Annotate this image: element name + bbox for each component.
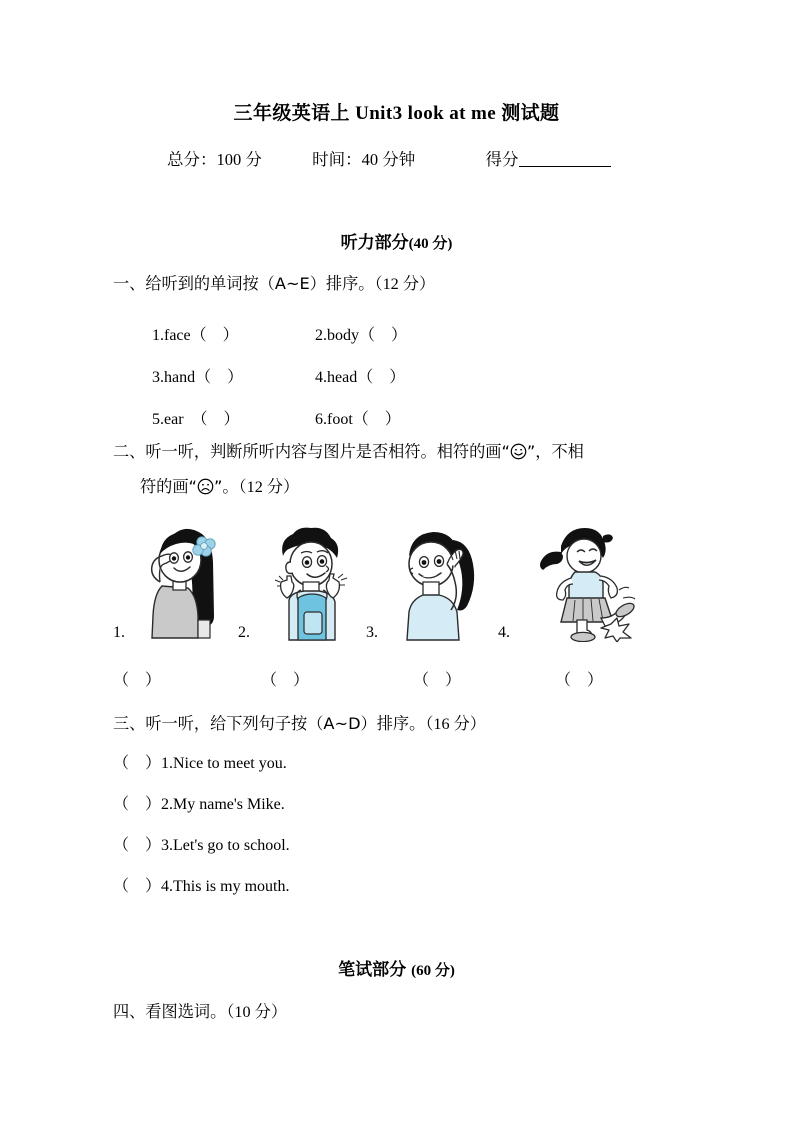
- score-label: 得分: [485, 150, 519, 169]
- picture-label-2: 2.: [238, 624, 250, 641]
- question-1-prompt: [113, 272, 693, 296]
- picture-label-4: 4.: [498, 624, 510, 641]
- answer-blank-1[interactable]: （ ）: [113, 672, 162, 689]
- question-1-word-grid: [152, 322, 572, 448]
- section-written-points: (60 分): [411, 963, 455, 979]
- exam-meta-line: [167, 146, 727, 170]
- question-4-prompt: [113, 1000, 693, 1024]
- sentence-item-1[interactable]: （ ）1.Nice to meet you.: [113, 755, 287, 772]
- word-row: [152, 406, 572, 429]
- question-1-text: 给听到的单词按（A~E）排序。: [145, 274, 375, 293]
- question-3-sentence-list: [113, 750, 673, 914]
- section-header-listening: [0, 228, 793, 253]
- section-listening-points: (40 分): [408, 236, 453, 252]
- total-score-label: 总分：100 分: [167, 150, 262, 169]
- word-item-ear[interactable]: 5.ear （ ）: [152, 411, 240, 428]
- question-2-picture-labels: [113, 624, 693, 644]
- picture-label-1: 1.: [113, 624, 125, 641]
- word-item-hand[interactable]: 3.hand（ ）: [152, 369, 244, 386]
- time-limit-label: 时间：40 分钟: [312, 150, 416, 169]
- page-title: 三年级英语上 Unit3 look at me 测试题: [233, 103, 560, 124]
- word-row: [152, 322, 572, 345]
- section-listening-name: 听力部分: [340, 233, 409, 253]
- question-2-answer-blanks: [113, 667, 693, 689]
- question-2-number: 二、: [113, 442, 146, 461]
- question-2-text-part3: 符的画“: [140, 477, 197, 497]
- section-written-name: 笔试部分: [338, 960, 407, 980]
- question-1-number: 一、: [113, 274, 146, 293]
- question-4-text: 看图选词。: [145, 1002, 227, 1021]
- question-2-points: （12 分）: [238, 478, 300, 497]
- word-item-body[interactable]: 2.body（ ）: [315, 327, 408, 344]
- question-2-text-part1: 听一听，判断所听内容与图片是否相符。相符的画“: [145, 442, 510, 461]
- section-header-written: [0, 955, 793, 980]
- question-2-text-part2: ”，不相: [526, 442, 584, 461]
- question-3-points: （16 分）: [425, 715, 486, 733]
- sentence-item-2[interactable]: （ ）2.My name's Mike.: [113, 796, 285, 813]
- word-item-face[interactable]: 1.face（ ）: [152, 327, 239, 344]
- sentence-item-4[interactable]: （ ）4.This is my mouth.: [113, 878, 290, 895]
- sentence-item-3[interactable]: （ ）3.Let's go to school.: [113, 837, 290, 854]
- word-row: [152, 364, 572, 387]
- question-2-text-part4: ”。: [213, 477, 239, 497]
- question-4-number: 四、: [113, 1002, 146, 1021]
- word-item-foot[interactable]: 6.foot（ ）: [315, 411, 401, 428]
- question-1-points: （12 分）: [374, 275, 436, 293]
- question-2-prompt: [113, 440, 693, 500]
- question-3-prompt: [113, 712, 693, 736]
- question-4-points: （10 分）: [226, 1003, 288, 1021]
- question-3-number: 三、: [113, 714, 146, 733]
- smiley-face-icon: [510, 443, 527, 460]
- question-3-text: 听一听，给下列句子按（A~D）排序。: [145, 714, 426, 733]
- answer-blank-3[interactable]: （ ）: [413, 672, 462, 689]
- answer-blank-2[interactable]: （ ）: [261, 672, 310, 689]
- frowny-face-icon: [197, 478, 214, 495]
- score-blank-field[interactable]: [519, 151, 611, 167]
- word-item-head[interactable]: 4.head（ ）: [315, 369, 406, 386]
- answer-blank-4[interactable]: （ ）: [555, 672, 604, 689]
- picture-label-3: 3.: [366, 624, 378, 641]
